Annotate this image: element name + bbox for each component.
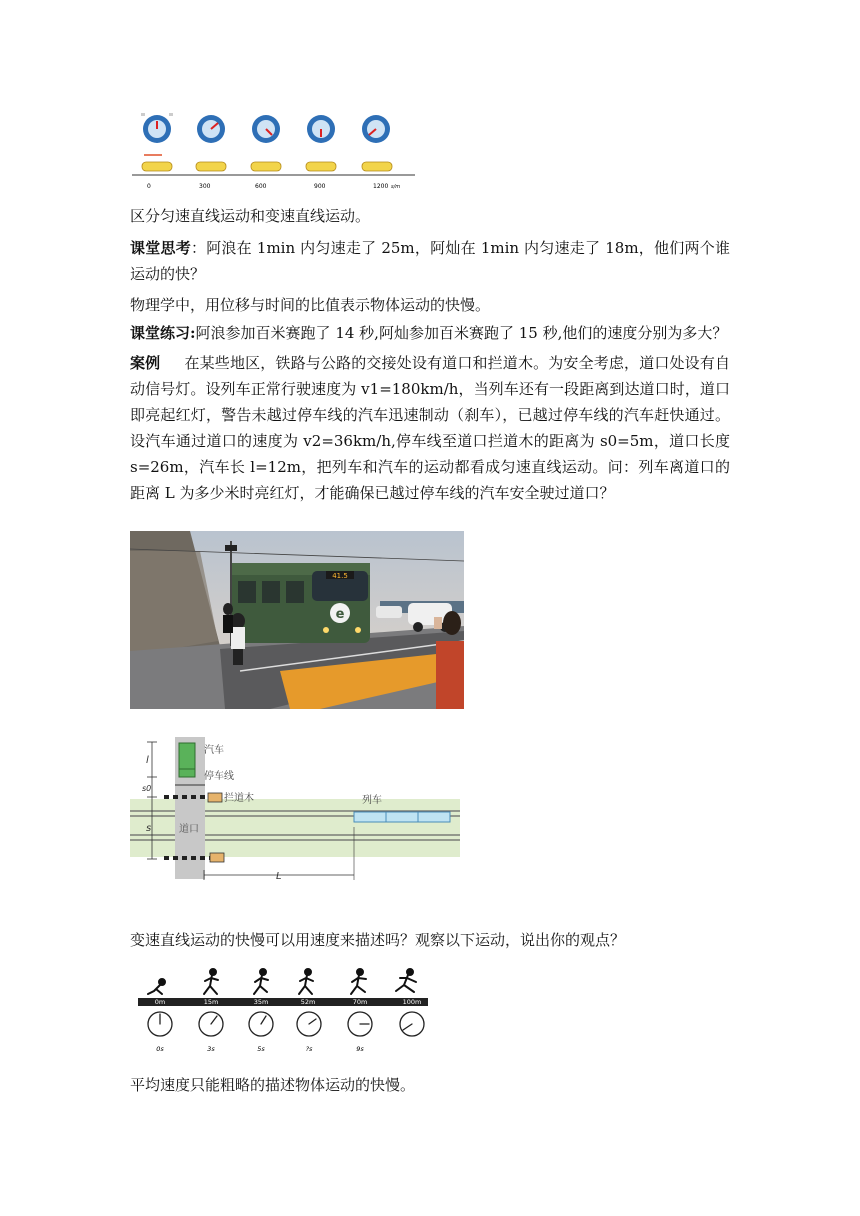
case-body: 在某些地区，铁路与公路的交接处设有道口和拦道木。为安全考虑，道口处设有自动信号灯。设列车正常行驶速度为 v1=180km/h，当列车还有一段距离到达道口时，道口即亮起红灯，警告未越过停车线的汽车迅速制动（刹车），已越过停车线的汽车赶快通过。设汽车通过道口的速度为 v2=36km/h,停车线至道口拦道木的距离为 s0=5m，道口长度 s=26m，汽车长 l=12m，把列车和汽车的运动都看成匀速直线运动。问：列车离道口的距离 L 为多少米时亮红灯，才能确保已越过停车线的汽车安全驶过道口？ xyxy=(130,354,730,502)
clock-dial xyxy=(197,115,225,143)
stop-line-label: 停车线 xyxy=(204,771,234,782)
case-label: 案例 xyxy=(130,354,161,372)
train-headsign: 41.5 xyxy=(332,572,348,580)
class-thinking-body: ：阿浪在 1min 内匀速走了 25m，阿灿在 1min 内匀速走了 18m，他们两个谁运动的快？ xyxy=(130,239,730,283)
distance-marker: 35m xyxy=(253,998,269,1006)
distance-tick-label: 1200 xyxy=(373,183,389,190)
distance-marker: 0m xyxy=(154,998,166,1006)
train-label: 列车 xyxy=(362,795,382,806)
paragraph-class-thinking xyxy=(130,235,730,287)
distance-marker: 15m xyxy=(203,998,219,1006)
train-logo: e xyxy=(335,607,345,622)
length-s-label: s xyxy=(146,823,152,834)
crossing-label: 道口 xyxy=(179,824,199,835)
paragraph-variable-speed-question: 变速直线运动的快慢可以用速度来描述吗？观察以下运动，说出你的观点？ xyxy=(130,931,626,949)
time-label: 9s xyxy=(356,1045,364,1053)
length-l-label: l xyxy=(146,755,149,766)
distance-marker: 100m xyxy=(402,998,422,1006)
time-label: ?s xyxy=(305,1045,313,1053)
train-crossing-photo xyxy=(130,531,464,709)
distance-tick-label: 900 xyxy=(314,183,326,190)
distance-L-label: L xyxy=(276,871,282,882)
class-thinking-label: 课堂思考 xyxy=(130,239,191,257)
time-label: 0s xyxy=(156,1045,164,1053)
clock-dial xyxy=(252,115,280,143)
clock-dial xyxy=(141,113,173,143)
distance-tick-label: 0 xyxy=(147,183,151,190)
clock-dial xyxy=(307,115,335,143)
paragraph-case-study xyxy=(130,350,730,506)
crossing-diagram xyxy=(130,737,460,887)
clock-dial xyxy=(362,115,390,143)
s0-label: s0 xyxy=(142,784,152,793)
distance-tick-label: 600 xyxy=(255,183,267,190)
uniform-motion-figure xyxy=(130,110,420,195)
distance-tick-label: 300 xyxy=(199,183,211,190)
distance-marker: 70m xyxy=(352,998,368,1006)
paragraph-speed-definition: 物理学中，用位移与时间的比值表示物体运动的快慢。 xyxy=(130,296,491,314)
class-exercise-label: 课堂练习: xyxy=(130,324,196,342)
time-label: 3s xyxy=(207,1045,215,1053)
paragraph-uniform-vs-variable: 区分匀速直线运动和变速直线运动。 xyxy=(130,207,371,225)
paragraph-average-speed: 平均速度只能粗略的描述物体运动的快慢。 xyxy=(130,1076,416,1094)
class-exercise-body: 阿浪参加百米赛跑了 14 秒,阿灿参加百米赛跑了 15 秒,他们的速度分别为多大？ xyxy=(195,324,728,342)
distance-marker: 52m xyxy=(300,998,316,1006)
time-label: 5s xyxy=(257,1045,265,1053)
sprint-figure xyxy=(138,964,438,1059)
paragraph-class-exercise xyxy=(130,324,727,342)
car-label: 汽车 xyxy=(204,745,224,756)
distance-unit-label: s/m xyxy=(391,184,401,190)
barrier-label: 拦道木 xyxy=(224,793,254,804)
